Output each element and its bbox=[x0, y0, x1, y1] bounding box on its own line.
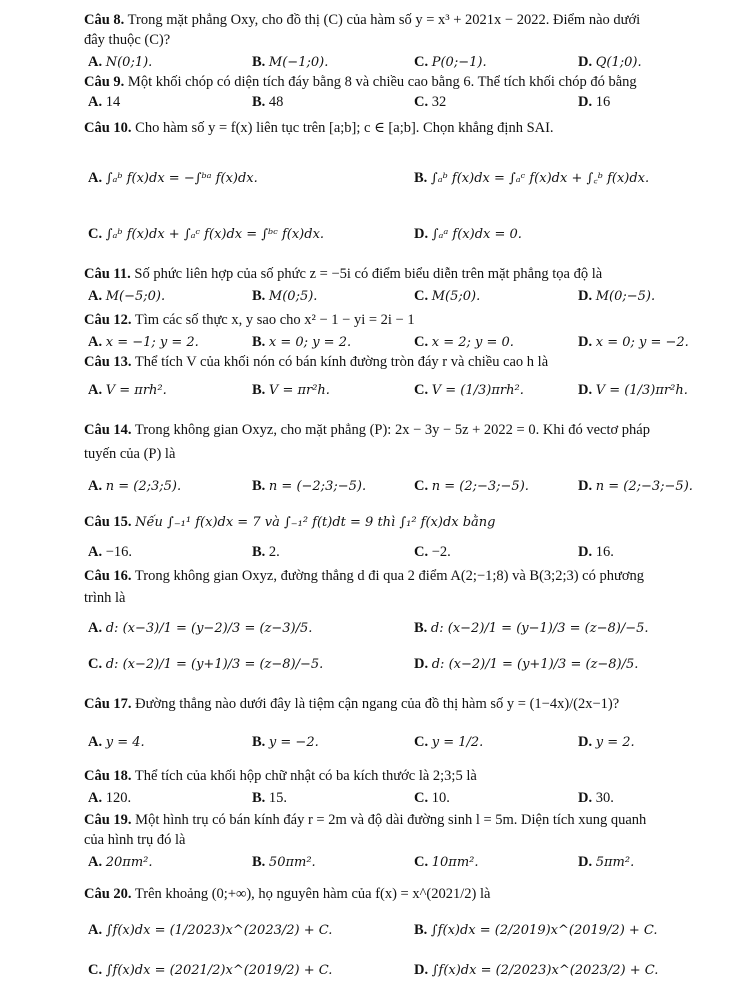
question-8-cont: đây thuộc (C)? bbox=[84, 32, 171, 48]
option-b[interactable]: B. d: (x−2)/1 = (y−1)/3 = (z−8)/−5. bbox=[414, 620, 649, 636]
question-12: Câu 12. Tìm các số thực x, y sao cho x² − 1 − yi = 2i − 1 bbox=[84, 312, 415, 328]
option-d[interactable]: D. M(0;−5). bbox=[578, 288, 656, 304]
option-a[interactable]: A. 20πm². bbox=[88, 854, 153, 870]
q19-options bbox=[0, 852, 750, 874]
question-18: Câu 18. Thể tích của khối hộp chữ nhật có ba kích thước là 2;3;5 là bbox=[84, 768, 477, 784]
q17-options bbox=[0, 732, 750, 754]
option-b[interactable]: B. V = πr²h. bbox=[252, 382, 330, 398]
option-d[interactable]: D. 5πm². bbox=[578, 854, 635, 870]
option-c[interactable]: C. ∫f(x)dx = (2021/2)x^(2019/2) + C. bbox=[88, 962, 333, 978]
question-16-cont: trình là bbox=[84, 590, 126, 606]
q15-options bbox=[0, 542, 750, 564]
question-9: Câu 9. Một khối chóp có diện tích đáy bằng 8 và chiều cao bằng 6. Thể tích khối chóp đó bằng bbox=[84, 74, 637, 90]
option-a[interactable]: A. 14 bbox=[88, 94, 121, 110]
option-a[interactable]: A. n = (2;3;5). bbox=[88, 478, 182, 494]
q12-options bbox=[0, 332, 750, 354]
question-14: Câu 14. Trong không gian Oxyz, cho mặt phẳng (P): 2x − 3y − 5z + 2022 = 0. Khi đó vectơ pháp bbox=[84, 422, 650, 438]
q14-options bbox=[0, 476, 750, 498]
q8-options bbox=[0, 52, 750, 74]
question-13: Câu 13. Thể tích V của khối nón có bán kính đường tròn đáy r và chiều cao h là bbox=[84, 354, 549, 370]
option-a[interactable]: A. ∫f(x)dx = (1/2023)x^(2023/2) + C. bbox=[88, 922, 333, 938]
q20-options-ab bbox=[0, 920, 750, 942]
q20-options-cd bbox=[0, 960, 750, 982]
option-a[interactable]: A. 120. bbox=[88, 790, 132, 806]
option-d[interactable]: D. x = 0; y = −2. bbox=[578, 334, 689, 350]
option-c[interactable]: C. V = (1/3)πrh². bbox=[414, 382, 524, 398]
option-c[interactable]: C. −2. bbox=[414, 544, 451, 560]
question-14-cont: tuyến của (P) là bbox=[84, 446, 176, 462]
option-c[interactable]: C. d: (x−2)/1 = (y+1)/3 = (z−8)/−5. bbox=[88, 656, 324, 672]
option-c[interactable]: C. y = 1/2. bbox=[414, 734, 484, 750]
option-b[interactable]: B. M(−1;0). bbox=[252, 54, 329, 70]
option-b[interactable]: B. ∫ₐᵇ f(x)dx = ∫ₐᶜ f(x)dx + ∫꜀ᵇ f(x)dx. bbox=[414, 170, 650, 186]
option-d[interactable]: D. 16 bbox=[578, 94, 611, 110]
option-a[interactable]: A. −16. bbox=[88, 544, 133, 560]
question-17: Câu 17. Đường thẳng nào dưới đây là tiệm cận ngang của đồ thị hàm số y = (1−4x)/(2x−1)? bbox=[84, 696, 620, 712]
option-a[interactable]: A. V = πrh². bbox=[88, 382, 167, 398]
q16-options-cd bbox=[0, 654, 750, 676]
option-a[interactable]: A. N(0;1). bbox=[88, 54, 153, 70]
option-b[interactable]: B. M(0;5). bbox=[252, 288, 318, 304]
q11-options bbox=[0, 286, 750, 308]
option-d[interactable]: D. ∫ₐᵃ f(x)dx = 0. bbox=[414, 226, 522, 242]
q10-options-cd bbox=[0, 224, 750, 246]
option-d[interactable]: D. y = 2. bbox=[578, 734, 635, 750]
question-20: Câu 20. Trên khoảng (0;+∞), họ nguyên hàm của f(x) = x^(2021/2) là bbox=[84, 886, 491, 902]
option-d[interactable]: D. 16. bbox=[578, 544, 614, 560]
option-b[interactable]: B. 50πm². bbox=[252, 854, 316, 870]
question-15: Câu 15. Nếu ∫₋₁¹ f(x)dx = 7 và ∫₋₁² f(t)dt = 9 thì ∫₁² f(x)dx bằng bbox=[84, 514, 496, 530]
q16-options-ab bbox=[0, 618, 750, 640]
option-d[interactable]: D. 30. bbox=[578, 790, 614, 806]
option-a[interactable]: A. ∫ₐᵇ f(x)dx = −∫ᵇᵃ f(x)dx. bbox=[88, 170, 258, 186]
question-11: Câu 11. Số phức liên hợp của số phức z = −5i có điểm biểu diễn trên mặt phẳng tọa độ là bbox=[84, 266, 603, 282]
option-c[interactable]: C. 10. bbox=[414, 790, 450, 806]
q10-options-ab bbox=[0, 168, 750, 190]
option-c[interactable]: C. 32 bbox=[414, 94, 447, 110]
option-b[interactable]: B. 2. bbox=[252, 544, 280, 560]
option-b[interactable]: B. ∫f(x)dx = (2/2019)x^(2019/2) + C. bbox=[414, 922, 658, 938]
question-19: Câu 19. Một hình trụ có bán kính đáy r = 2m và độ dài đường sinh l = 5m. Diện tích xung quanh bbox=[84, 812, 647, 828]
q9-options bbox=[0, 92, 750, 114]
option-b[interactable]: B. x = 0; y = 2. bbox=[252, 334, 352, 350]
option-c[interactable]: C. ∫ₐᵇ f(x)dx + ∫ₐᶜ f(x)dx = ∫ᵇᶜ f(x)dx. bbox=[88, 226, 325, 242]
option-d[interactable]: D. Q(1;0). bbox=[578, 54, 642, 70]
option-a[interactable]: A. M(−5;0). bbox=[88, 288, 166, 304]
option-a[interactable]: A. y = 4. bbox=[88, 734, 145, 750]
option-c[interactable]: C. M(5;0). bbox=[414, 288, 481, 304]
question-19-cont: của hình trụ đó là bbox=[84, 832, 186, 848]
question-10: Câu 10. Cho hàm số y = f(x) liên tục trên [a;b]; c ∈ [a;b]. Chọn khẳng định SAI. bbox=[84, 120, 554, 136]
q18-options bbox=[0, 788, 750, 810]
question-8: Câu 8. Trong mặt phẳng Oxy, cho đồ thị (C) của hàm số y = x³ + 2021x − 2022. Điểm nào dưới bbox=[84, 12, 641, 28]
question-16: Câu 16. Trong không gian Oxyz, đường thẳng d đi qua 2 điểm A(2;−1;8) và B(3;2;3) có phương bbox=[84, 568, 645, 584]
q13-options bbox=[0, 380, 750, 402]
option-b[interactable]: B. y = −2. bbox=[252, 734, 319, 750]
option-b[interactable]: B. 48 bbox=[252, 94, 284, 110]
option-c[interactable]: C. 10πm². bbox=[414, 854, 479, 870]
option-c[interactable]: C. P(0;−1). bbox=[414, 54, 487, 70]
option-d[interactable]: D. d: (x−2)/1 = (y+1)/3 = (z−8)/5. bbox=[414, 656, 639, 672]
option-a[interactable]: A. x = −1; y = 2. bbox=[88, 334, 199, 350]
option-c[interactable]: C. x = 2; y = 0. bbox=[414, 334, 514, 350]
option-d[interactable]: D. n = (2;−3;−5). bbox=[578, 478, 693, 494]
option-b[interactable]: B. 15. bbox=[252, 790, 288, 806]
option-b[interactable]: B. n = (−2;3;−5). bbox=[252, 478, 367, 494]
option-a[interactable]: A. d: (x−3)/1 = (y−2)/3 = (z−3)/5. bbox=[88, 620, 313, 636]
option-d[interactable]: D. V = (1/3)πr²h. bbox=[578, 382, 688, 398]
option-d[interactable]: D. ∫f(x)dx = (2/2023)x^(2023/2) + C. bbox=[414, 962, 659, 978]
option-c[interactable]: C. n = (2;−3;−5). bbox=[414, 478, 529, 494]
